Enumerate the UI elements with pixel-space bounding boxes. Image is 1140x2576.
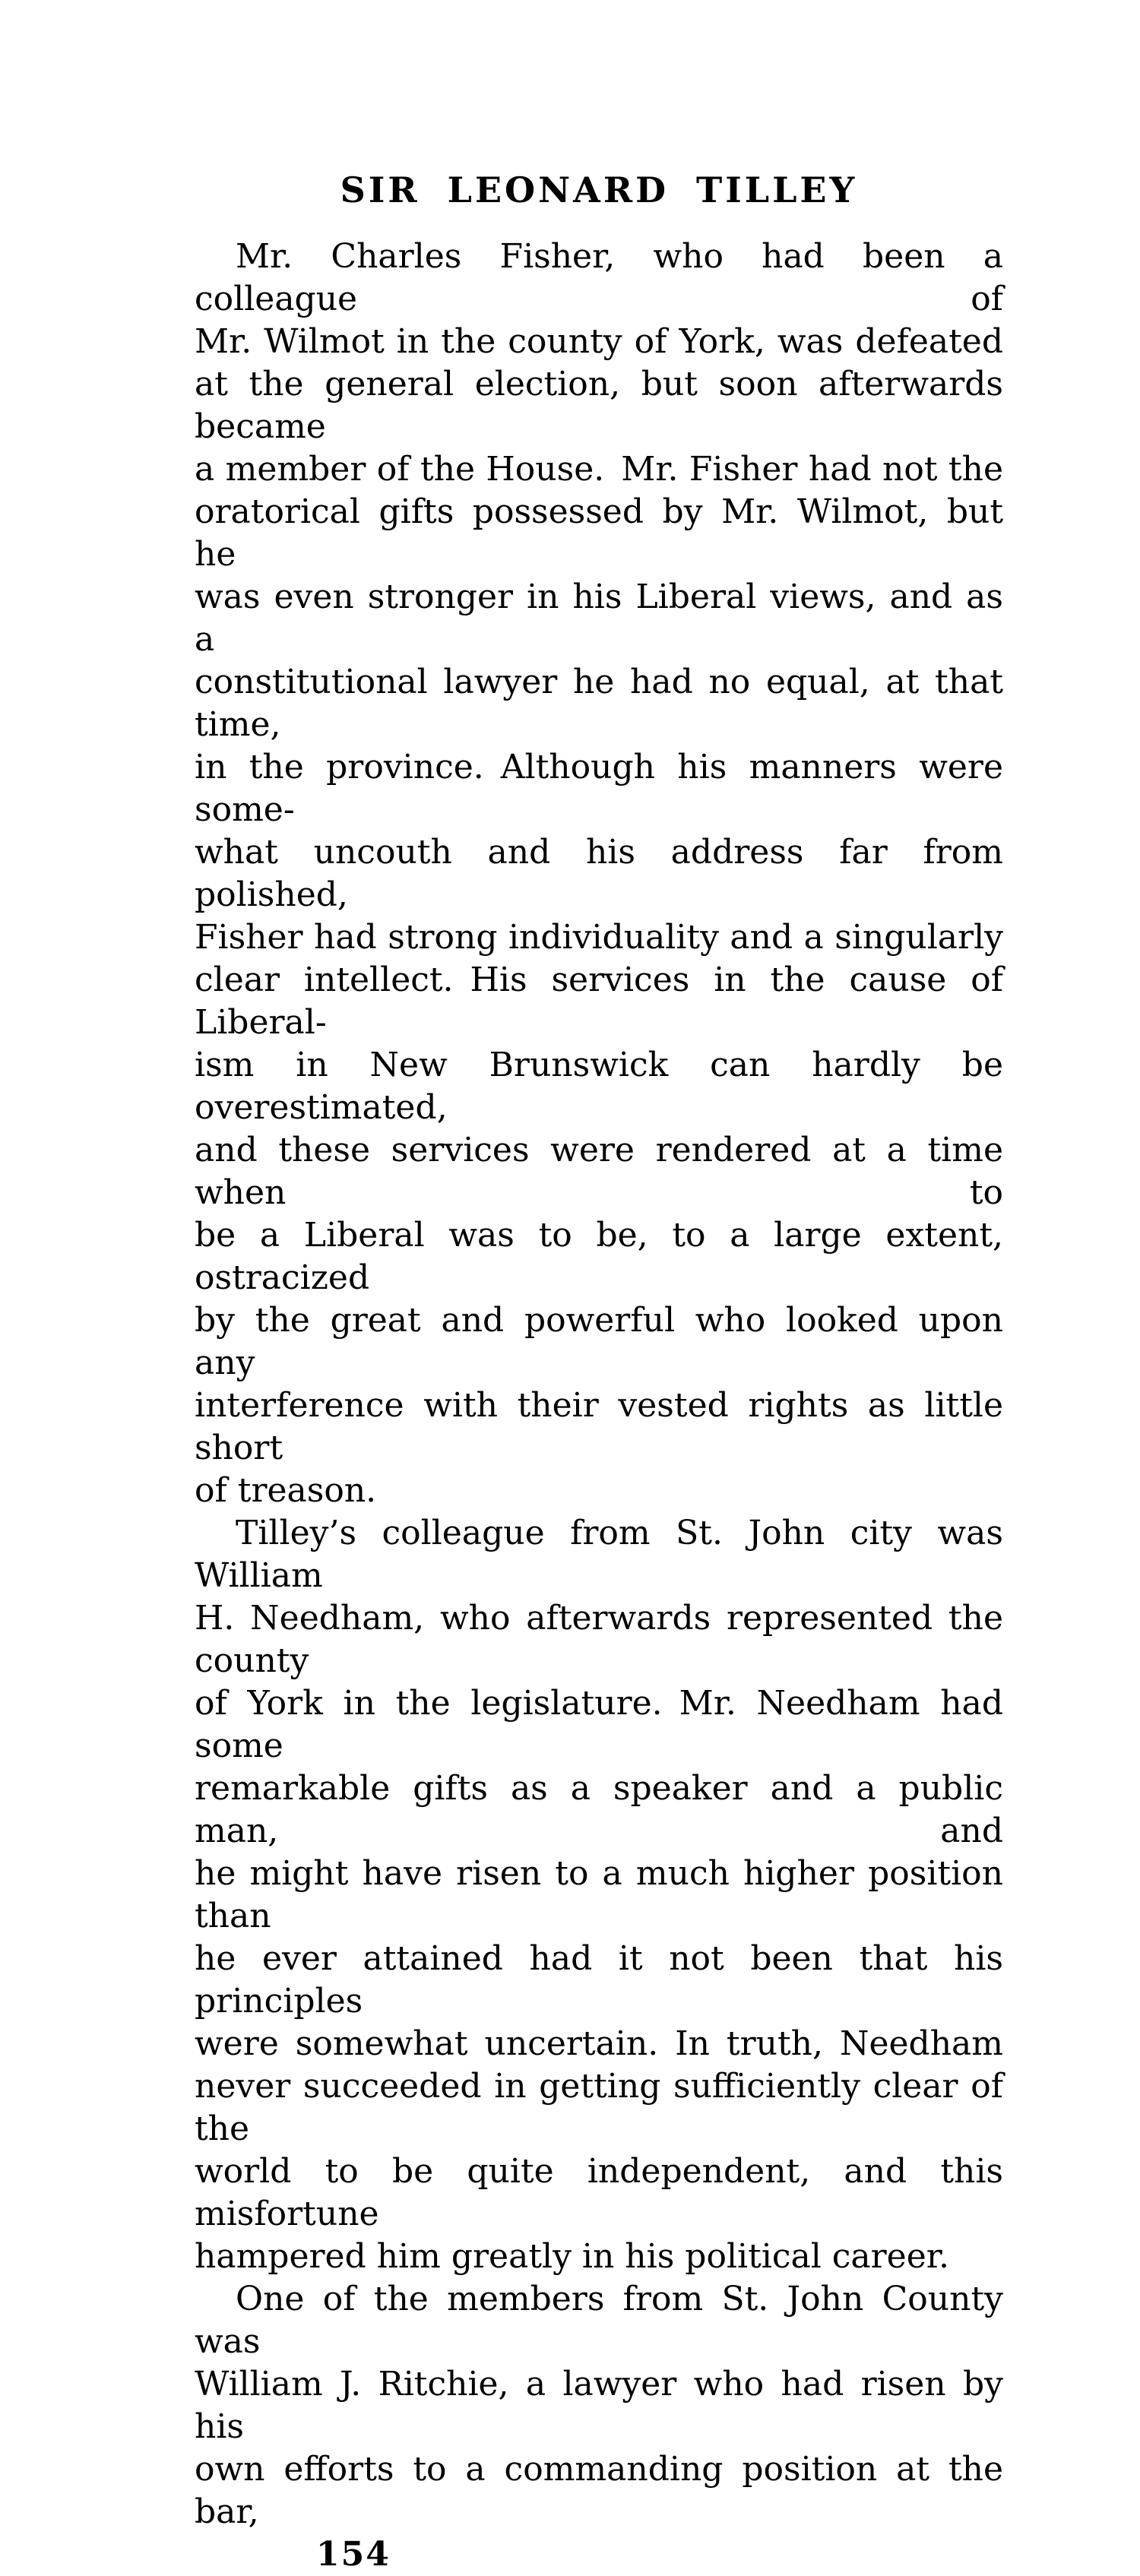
text-line: a member of the House. Mr. Fisher had not the <box>195 450 1003 489</box>
text-line: ism in New Brunswick can hardly be overestimated, <box>195 1046 1003 1127</box>
text-line: Fisher had strong individuality and a singularly <box>195 918 1003 957</box>
text-line: be a Liberal was to be, to a large extent, ostracized <box>195 1216 1003 1297</box>
text-line: clear intellect. His services in the cause of Liberal- <box>195 960 1003 1042</box>
text-line: William J. Ritchie, a lawyer who had risen by his <box>195 2365 1003 2446</box>
text-line: constitutional lawyer he had no equal, at that time, <box>195 663 1003 744</box>
text-line: he ever attained had it not been that his principles <box>195 1939 1003 2021</box>
text-line: of York in the legislature. Mr. Needham had some <box>195 1684 1003 1765</box>
text-line: Tilley’s colleague from St. John city was William <box>195 1514 1003 1595</box>
text-line: in the province. Although his manners were some- <box>195 748 1003 829</box>
text-line: H. Needham, who afterwards represented the county <box>195 1599 1003 1680</box>
text-line: at the general election, but soon afterwards became <box>195 365 1003 446</box>
text-line: world to be quite independent, and this misfortune <box>195 2152 1003 2233</box>
page-title: SIR LEONARD TILLEY <box>340 169 858 210</box>
text-line: Mr. Wilmot in the county of York, was defeated <box>195 322 1003 361</box>
text-column <box>195 166 1003 2576</box>
text-line: of treason. <box>195 1471 377 1510</box>
text-line: what uncouth and his address far from polished, <box>195 833 1003 914</box>
text-line: was even stronger in his Liberal views, and as a <box>195 578 1003 659</box>
text-line: hampered him greatly in his political career. <box>195 2237 949 2276</box>
text-line: One of the members from St. John County was <box>195 2280 1003 2361</box>
body-text <box>195 236 1003 2533</box>
text-line: never succeeded in getting sufficiently clear of the <box>195 2067 1003 2148</box>
text-line: Mr. Charles Fisher, who had been a colleague of <box>195 237 1003 318</box>
text-line: oratorical gifts possessed by Mr. Wilmot, but he <box>195 492 1003 574</box>
text-line: own efforts to a commanding position at the bar, <box>195 2450 1003 2531</box>
text-line: remarkable gifts as a speaker and a public man, and <box>195 1769 1003 1850</box>
page-number: 154 <box>316 2535 391 2574</box>
text-line: were somewhat uncertain. In truth, Needham <box>195 2024 1003 2063</box>
text-line: by the great and powerful who looked upon any <box>195 1301 1003 1382</box>
text-line: interference with their vested rights as little short <box>195 1386 1003 1467</box>
text-line: he might have risen to a much higher position than <box>195 1854 1003 1935</box>
text-line: and these services were rendered at a time when to <box>195 1131 1003 1212</box>
